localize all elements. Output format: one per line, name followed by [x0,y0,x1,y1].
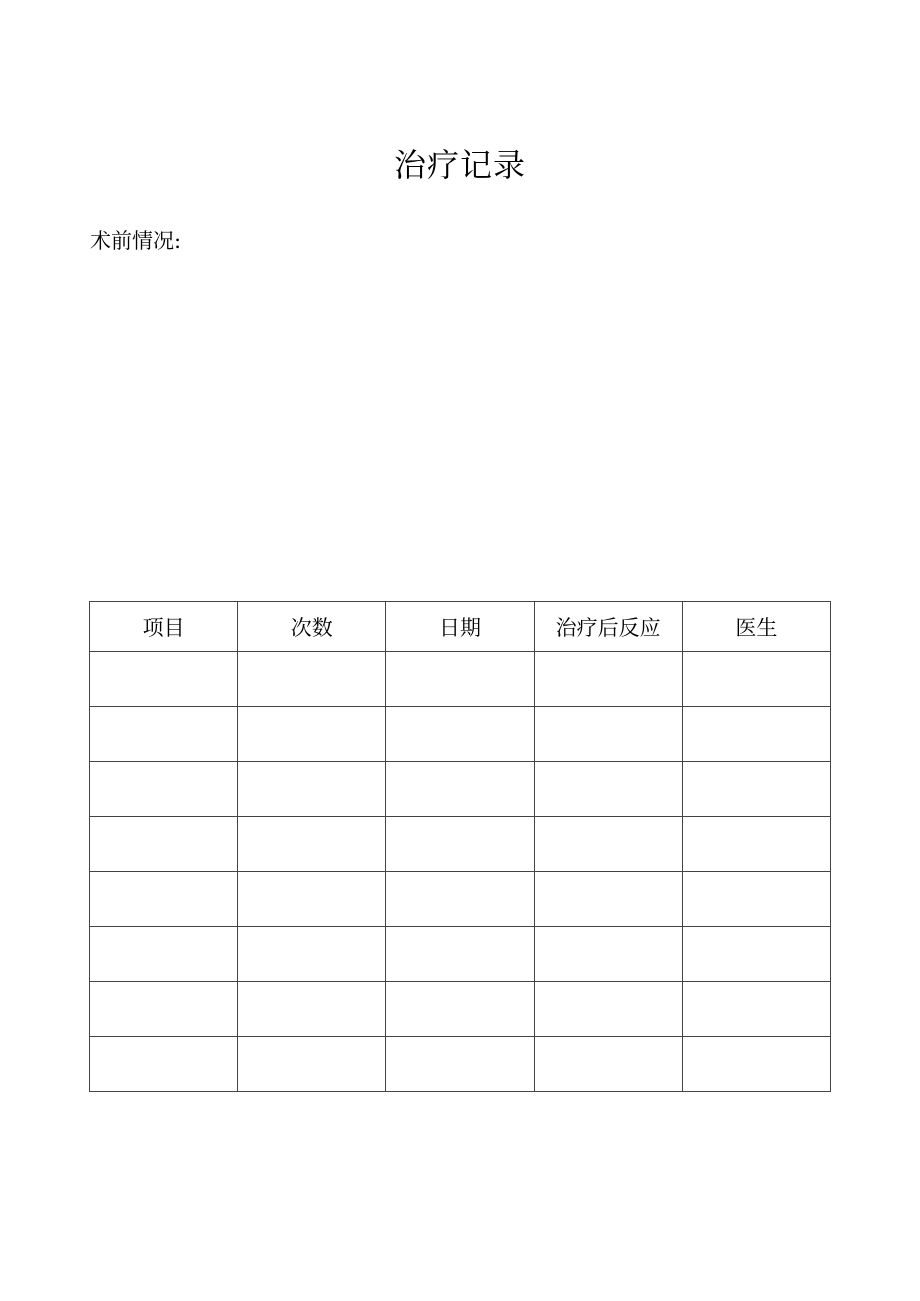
date-cell[interactable] [386,762,534,817]
treatment-record-table [89,601,831,1092]
count-cell[interactable] [238,927,386,982]
doctor-cell[interactable] [682,762,830,817]
table-row [90,707,831,762]
table-row [90,872,831,927]
header-item: 项目 [90,602,238,652]
count-cell[interactable] [238,707,386,762]
reaction-cell[interactable] [534,1037,682,1092]
doctor-cell[interactable] [682,652,830,707]
pre-op-condition-label: 术前情况: [90,229,182,253]
doctor-cell[interactable] [682,927,830,982]
date-cell[interactable] [386,1037,534,1092]
doctor-cell[interactable] [682,1037,830,1092]
item-cell[interactable] [90,652,238,707]
reaction-cell[interactable] [534,872,682,927]
item-cell[interactable] [90,762,238,817]
table-row [90,817,831,872]
reaction-cell[interactable] [534,927,682,982]
date-cell[interactable] [386,872,534,927]
table-row [90,762,831,817]
date-cell[interactable] [386,707,534,762]
doctor-cell[interactable] [682,982,830,1037]
reaction-cell[interactable] [534,982,682,1037]
reaction-cell[interactable] [534,762,682,817]
table-row [90,927,831,982]
table-row [90,982,831,1037]
table-row [90,652,831,707]
count-cell[interactable] [238,872,386,927]
item-cell[interactable] [90,1037,238,1092]
doctor-cell[interactable] [682,707,830,762]
table-header-row [90,602,831,652]
header-reaction: 治疗后反应 [534,602,682,652]
item-cell[interactable] [90,927,238,982]
item-cell[interactable] [90,817,238,872]
count-cell[interactable] [238,652,386,707]
header-doctor: 医生 [682,602,830,652]
doctor-cell[interactable] [682,872,830,927]
item-cell[interactable] [90,872,238,927]
reaction-cell[interactable] [534,707,682,762]
header-count: 次数 [238,602,386,652]
doctor-cell[interactable] [682,817,830,872]
count-cell[interactable] [238,817,386,872]
item-cell[interactable] [90,982,238,1037]
date-cell[interactable] [386,817,534,872]
date-cell[interactable] [386,652,534,707]
date-cell[interactable] [386,927,534,982]
reaction-cell[interactable] [534,652,682,707]
count-cell[interactable] [238,982,386,1037]
reaction-cell[interactable] [534,817,682,872]
page-title: 治疗记录 [393,146,526,184]
table-row [90,1037,831,1092]
count-cell[interactable] [238,1037,386,1092]
count-cell[interactable] [238,762,386,817]
header-date: 日期 [386,602,534,652]
item-cell[interactable] [90,707,238,762]
table-body [90,652,831,1092]
date-cell[interactable] [386,982,534,1037]
